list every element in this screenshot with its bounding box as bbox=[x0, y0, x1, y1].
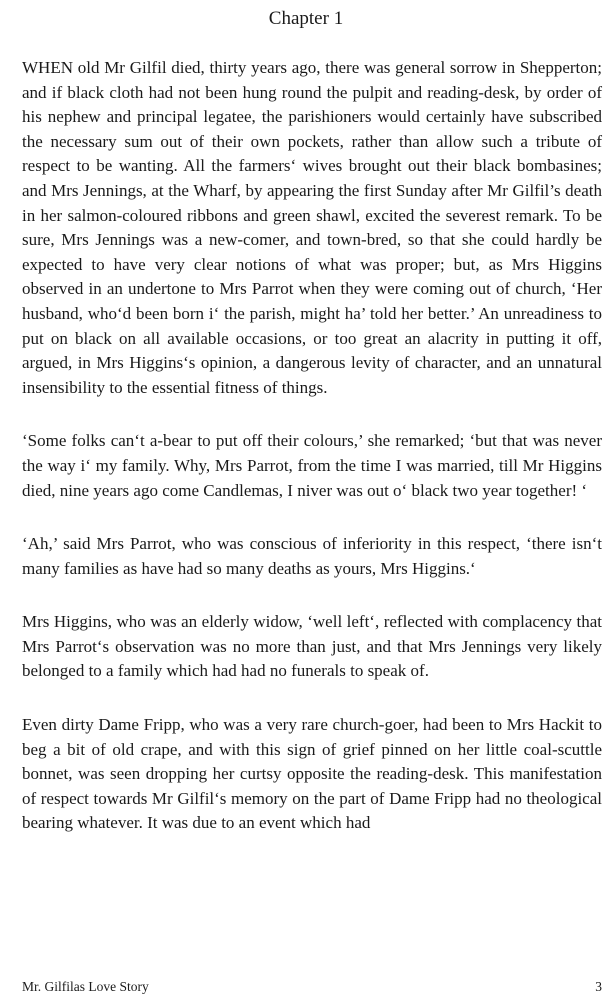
footer-book-title: Mr. Gilfilas Love Story bbox=[22, 979, 149, 994]
paragraph: ‘Ah,’ said Mrs Parrot, who was conscious of inferiority in this respect, ‘there isn‘t many families as have had so many deaths as yours, Mrs Higgins.‘ bbox=[22, 534, 602, 578]
paragraph: Mrs Higgins, who was an elderly widow, ‘well left‘, reflected with complacency that Mrs Parrot‘s observation was no more than just, and that Mrs Jennings very likely belonged to a family which had had no funerals to speak of. bbox=[22, 612, 602, 681]
page-number: 3 bbox=[595, 979, 602, 994]
body-text bbox=[22, 56, 602, 865]
paragraph: WHEN old Mr Gilfil died, thirty years ago, there was general sorrow in Shepperton; and if black cloth had not been hung round the pulpit and reading-desk, by order of his nephew and principal legatee, the parishioners would certainly have subscribed the necessary sum out of their own pockets, rather than allow such a tribute of respect to be wanting. All the farmers‘ wives brought out their black bombasines; and Mrs Jennings, at the Wharf, by appearing the first Sunday after Mr Gilfil’s death in her salmon-coloured ribbons and green shawl, excited the severest remark. To be sure, Mrs Jennings was a new-comer, and town-bred, so that she could hardly be expected to have very clear notions of what was proper; but, as Mrs Higgins observed in an undertone to Mrs Parrot when they were coming out of church, ‘Her husband, who‘d been born i‘ the parish, might ha’ told her better.’ An unreadiness to put on black on all available occasions, or too great an alacrity in putting it off, argued, in Mrs Higgins‘s opinion, a dangerous levity of character, and an unnatural insensibility to the essential fitness of things. bbox=[22, 58, 602, 397]
paragraph: ‘Some folks can‘t a-bear to put off their colours,’ she remarked; ‘but that was never the way i‘ my family. Why, Mrs Parrot, from the time I was married, till Mr Higgins died, nine years ago come Candlemas, I niver was out o‘ black two year together! ‘ bbox=[22, 431, 602, 500]
paragraph: Even dirty Dame Fripp, who was a very rare church-goer, had been to Mrs Hackit to beg a bit of old crape, and with this sign of grief pinned on her little coal-scuttle bonnet, was seen dropping her curtsy opposite the reading-desk. This manifestation of respect towards Mr Gilfil‘s memory on the part of Dame Fripp had no theological bearing whatever. It was due to an event which had bbox=[22, 715, 602, 833]
chapter-title: Chapter 1 bbox=[268, 8, 344, 29]
